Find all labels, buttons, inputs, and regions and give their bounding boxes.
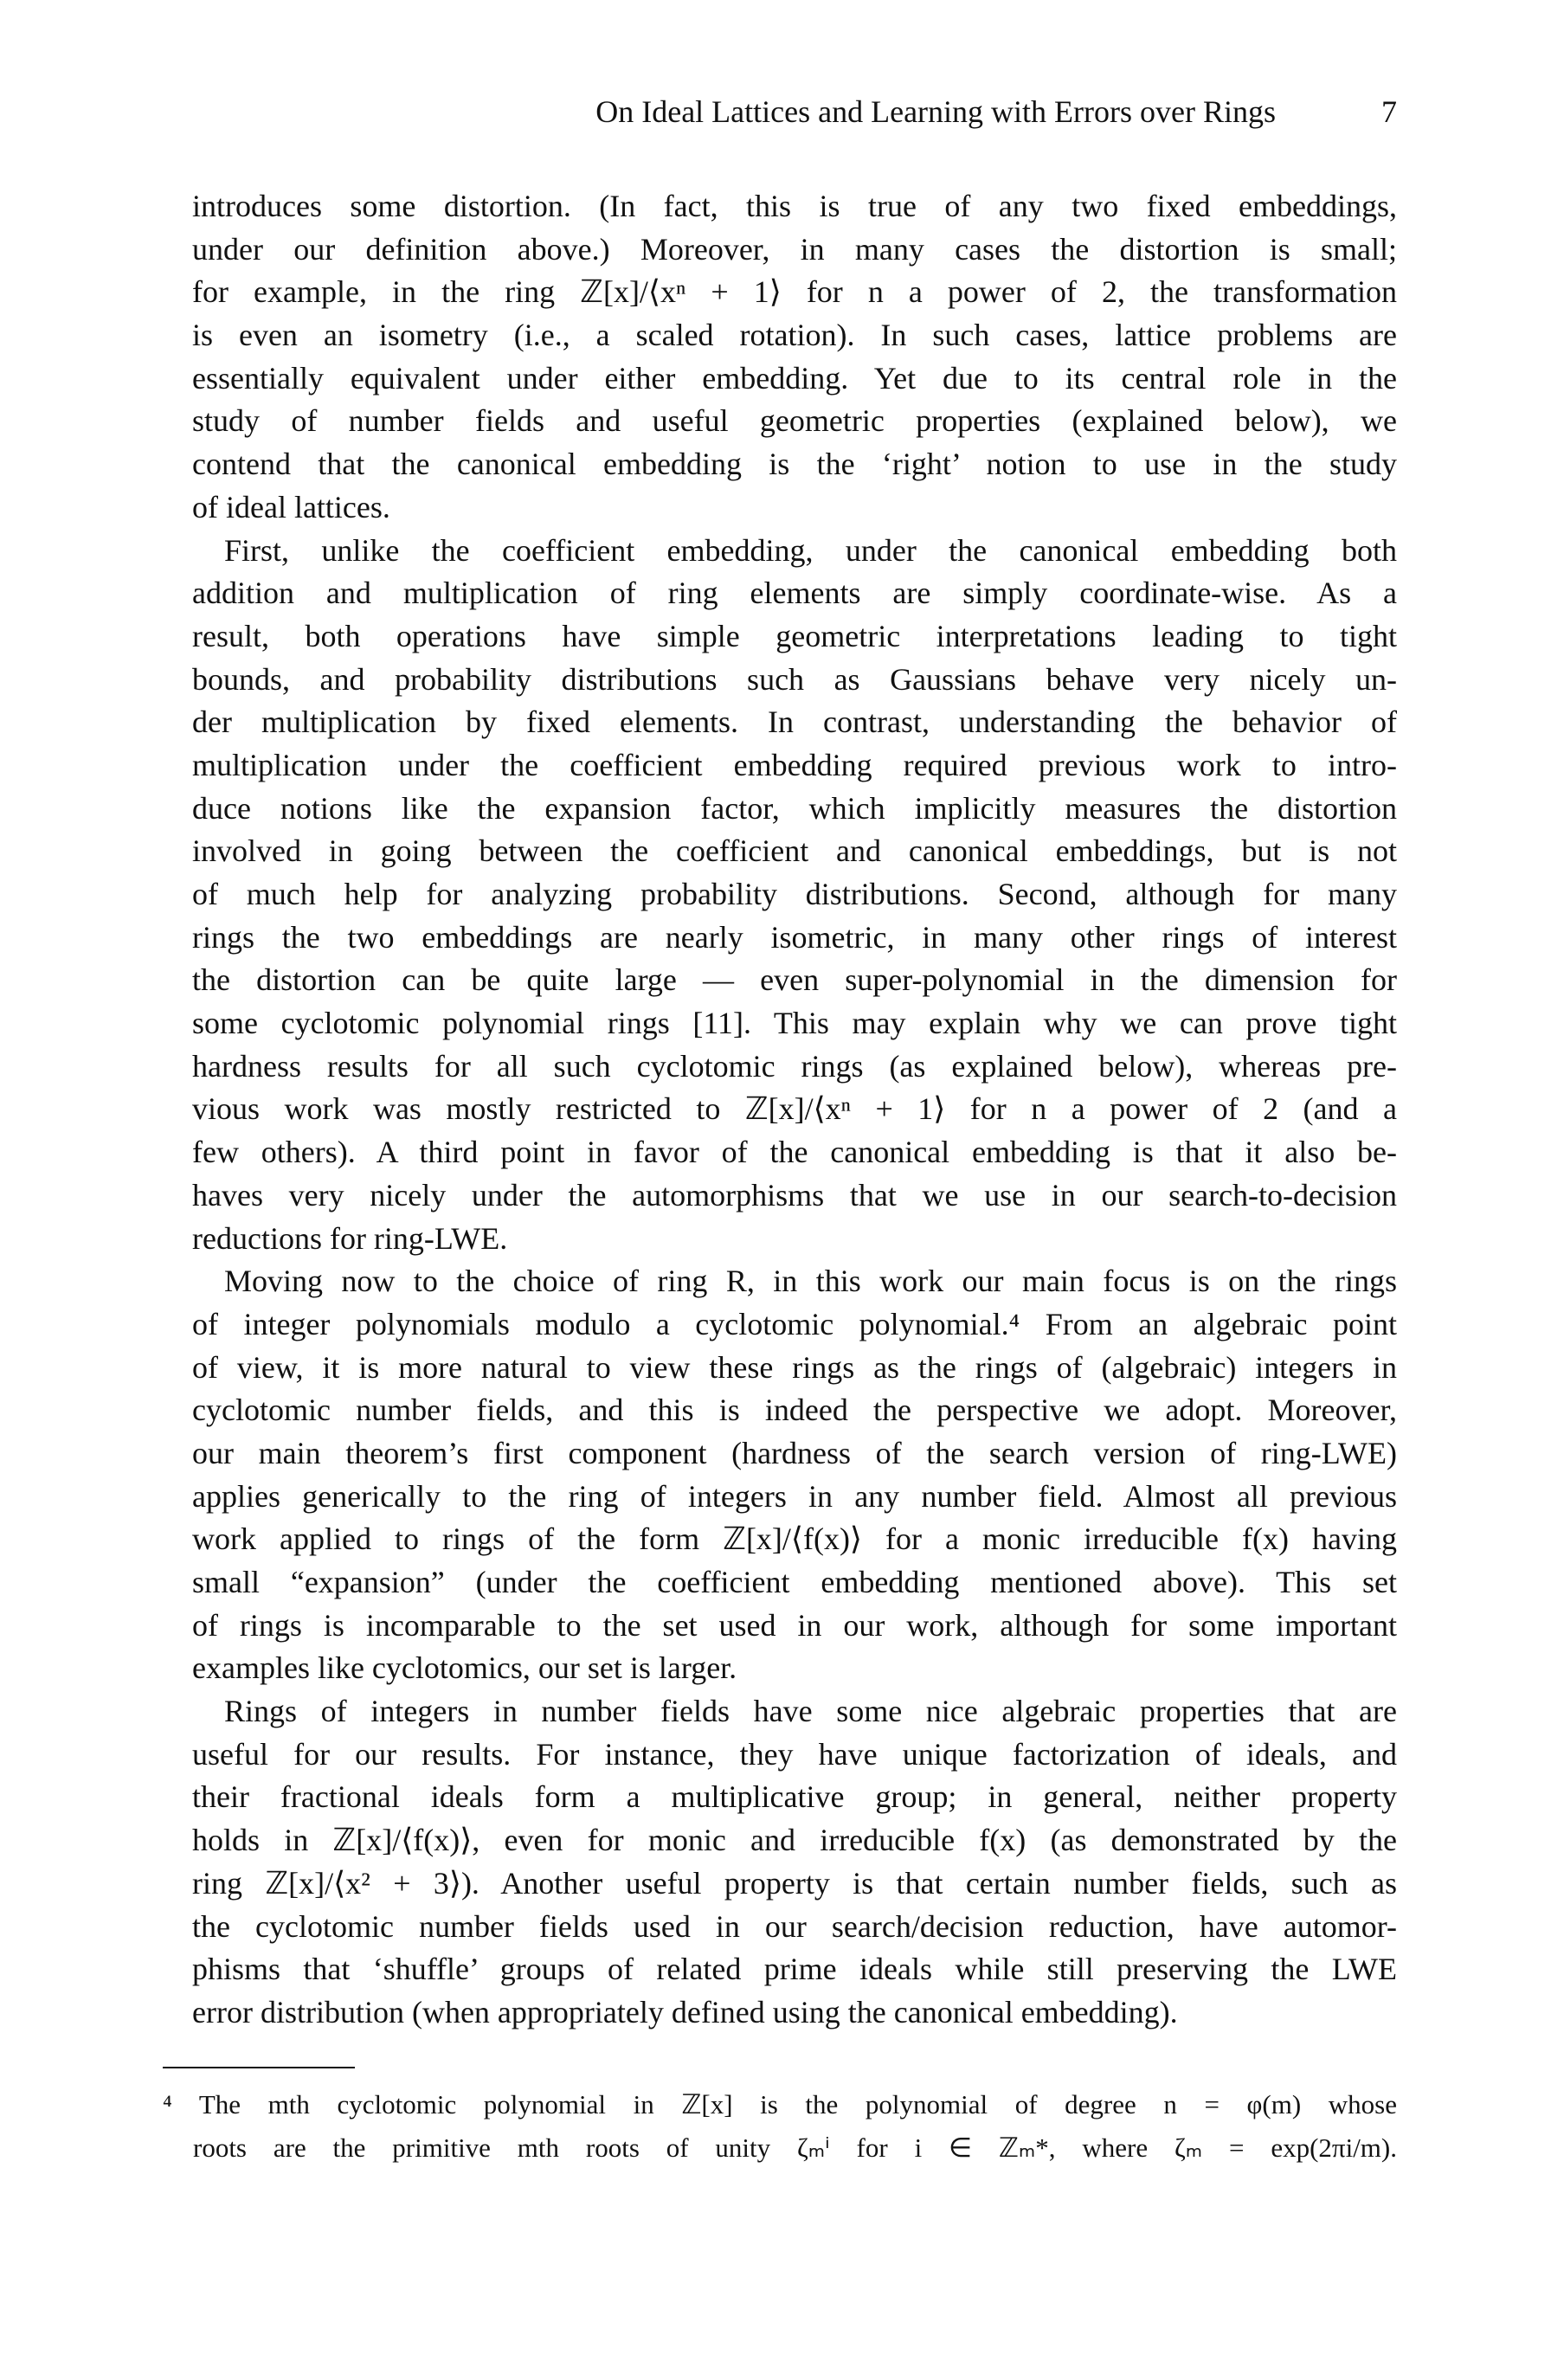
text-line: holds in ℤ[x]/⟨f(x)⟩, even for monic and irreducible f(x) (as demonstrated by the — [192, 1823, 1397, 1858]
text-line: useful for our results. For instance, they have unique factorization of ideals, and — [192, 1736, 1397, 1772]
text-line: few others). A third point in favor of the canonical embedding is that it also be- — [192, 1135, 1397, 1170]
text-line: some cyclotomic polynomial rings [11]. This may explain why we can prove tight — [192, 1006, 1397, 1041]
text-line: Moving now to the choice of ring R, in this work our main focus is on the rings — [224, 1264, 1397, 1299]
text-line: of much help for analyzing probability distributions. Second, although for many — [192, 877, 1397, 911]
text-line: bounds, and probability distributions such as Gaussians behave very nicely un- — [192, 661, 1397, 697]
text-line: is even an isometry (i.e., a scaled rotation). In such cases, lattice problems are — [192, 318, 1397, 353]
text-line: vious work was mostly restricted to ℤ[x]/⟨xⁿ + 1⟩ for n a power of 2 (and a — [192, 1091, 1397, 1127]
text-line: ring ℤ[x]/⟨x² + 3⟩). Another useful property is that certain number fields, such as — [192, 1865, 1397, 1901]
footnote-line: roots are the primitive mth roots of unity ζₘⁱ for i ∈ ℤₘ*, where ζₘ = exp(2πi/m). — [193, 2132, 1397, 2163]
body-text — [192, 185, 1397, 2035]
text-line: Rings of integers in number fields have some nice algebraic properties that are — [224, 1694, 1397, 1729]
paragraph — [192, 530, 1397, 1261]
text-line: phisms that ‘shuffle’ groups of related prime ideals while still preserving the LWE — [192, 1952, 1397, 1987]
text-line: error distribution (when appropriately defined using the canonical embedding). — [192, 1994, 1178, 2029]
text-line: of integer polynomials modulo a cyclotomic polynomial.⁴ From an algebraic point — [192, 1306, 1397, 1341]
text-line: for example, in the ring ℤ[x]/⟨xⁿ + 1⟩ for n a power of 2, the transformation — [192, 274, 1397, 310]
text-line: the distortion can be quite large — even super-polynomial in the dimension for — [192, 962, 1397, 998]
text-line: result, both operations have simple geometric interpretations leading to tight — [192, 618, 1397, 653]
text-line: involved in going between the coefficient and canonical embeddings, but is not — [192, 833, 1397, 869]
text-line: First, unlike the coefficient embedding, under the canonical embedding both — [224, 532, 1397, 568]
text-line: introduces some distortion. (In fact, this is true of any two fixed embeddings, — [192, 189, 1397, 223]
text-line: cyclotomic number fields, and this is indeed the perspective we adopt. Moreover, — [192, 1393, 1397, 1428]
text-line: the cyclotomic number fields used in our search/decision reduction, have automor- — [192, 1908, 1397, 1944]
footnote — [163, 2084, 1397, 2170]
text-line: their fractional ideals form a multiplicative group; in general, neither property — [192, 1779, 1397, 1815]
page-header — [192, 93, 1397, 137]
paragraph — [192, 1260, 1397, 1690]
footnote-rule — [163, 2067, 355, 2068]
text-line: work applied to rings of the form ℤ[x]/⟨f(x)⟩ for a monic irreducible f(x) having — [192, 1521, 1397, 1557]
text-line: haves very nicely under the automorphisms that we use in our search-to-decision — [192, 1177, 1397, 1213]
footnote-line: ⁴ The mth cyclotomic polynomial in ℤ[x] is the polynomial of degree n = φ(m) whose — [163, 2089, 1397, 2119]
text-line: contend that the canonical embedding is the ‘right’ notion to use in the study — [192, 447, 1397, 482]
text-line: hardness results for all such cyclotomic rings (as explained below), whereas pre- — [192, 1048, 1397, 1084]
text-line: reductions for ring-LWE. — [192, 1220, 508, 1256]
text-line: duce notions like the expansion factor, which implicitly measures the distortion — [192, 790, 1397, 826]
text-line: under our definition above.) Moreover, in many cases the distortion is small; — [192, 231, 1397, 267]
text-line: multiplication under the coefficient embedding required previous work to intro- — [192, 747, 1397, 782]
paragraph — [192, 185, 1397, 530]
text-line: addition and multiplication of ring elements are simply coordinate-wise. As a — [192, 576, 1397, 611]
text-line: of view, it is more natural to view these rings as the rings of (algebraic) integers in — [192, 1349, 1397, 1385]
text-line: essentially equivalent under either embedding. Yet due to its central role in the — [192, 360, 1397, 396]
text-line: of rings is incomparable to the set used in our work, although for some important — [192, 1607, 1397, 1643]
text-line: small “expansion” (under the coefficient embedding mentioned above). This set — [192, 1565, 1397, 1599]
running-title: On Ideal Lattices and Learning with Errors over Rings — [595, 94, 1276, 129]
paragraph — [192, 1690, 1397, 2035]
text-line: study of number fields and useful geometric properties (explained below), we — [192, 403, 1397, 439]
text-line: rings the two embeddings are nearly isometric, in many other rings of interest — [192, 919, 1397, 955]
text-line: our main theorem’s first component (hardness of the search version of ring-LWE) — [192, 1435, 1397, 1470]
text-line: der multiplication by fixed elements. In contrast, understanding the behavior of — [192, 704, 1397, 740]
text-line: of ideal lattices. — [192, 489, 390, 524]
page-number: 7 — [1381, 94, 1397, 129]
text-line: examples like cyclotomics, our set is larger. — [192, 1650, 737, 1686]
text-line: applies generically to the ring of integers in any number field. Almost all previous — [192, 1478, 1397, 1514]
